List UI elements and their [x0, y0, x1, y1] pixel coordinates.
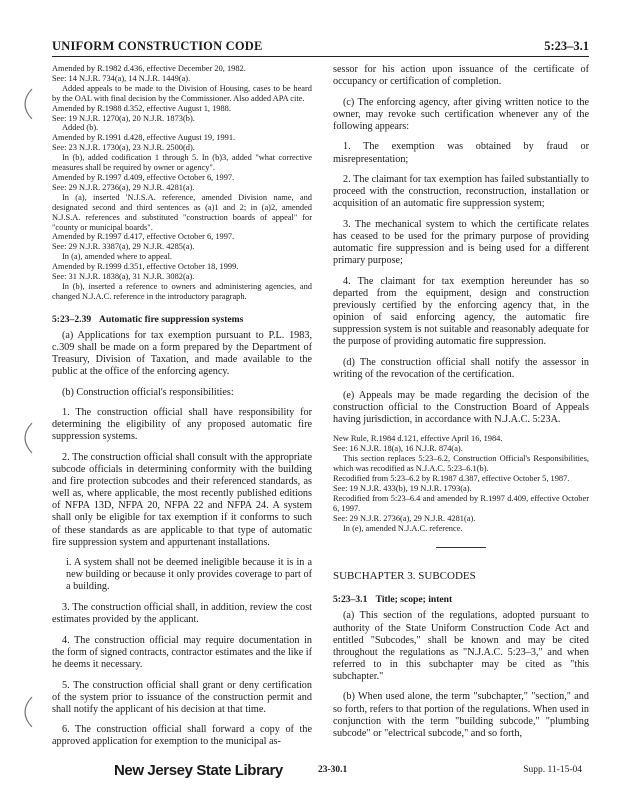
header-title: UNIFORM CONSTRUCTION CODE [52, 39, 263, 53]
supplement-date: Supp. 11-15-04 [523, 765, 582, 775]
running-header [52, 38, 589, 57]
left-history-notes [52, 64, 312, 302]
section-paragraph: 4. The claimant for tax exemption hereunder has so departed from the equipment, design and construction previously certified by the enforcing agency that, in the opinion of said enforcing agency, the automatic fire suppression system is not suitable and reasonably adequate for the purpose of providing automatic fire suppression. [333, 275, 589, 348]
section-31-heading [333, 594, 589, 605]
binder-hole-mark [14, 420, 36, 456]
history-note: Amended by R.1997 d.409, effective October 6, 1997. [52, 172, 235, 182]
history-note: Amended by R.1999 d.351, effective October 18, 1999. [52, 262, 239, 272]
history-note: See: 29 N.J.R. 2736(a), 29 N.J.R. 4281(a). [52, 182, 195, 192]
history-note: Added (b). [62, 123, 99, 133]
section-paragraph: 1. The construction official shall have responsibility for determining the eligibility of any proposed automatic fire suppression systems. [52, 407, 312, 443]
history-note: See: 23 N.J.R. 1730(a), 23 N.J.R. 2500(d). [52, 143, 195, 153]
section-31-title: Title; scope; intent [375, 594, 453, 606]
page-number: 23-30.1 [318, 765, 348, 775]
subchapter-heading: SUBCHAPTER 3. SUBCODES [333, 570, 476, 583]
right-history-notes [333, 434, 589, 533]
history-note: In (a), inserted 'N.J.S.A. reference, amended Division name, and designated second and third sentences as (a)1 and 2; in (a)2, amended N.J.S.A. references and substituted "construction boards of appeal" for "county or municipal boards". [52, 192, 312, 232]
section-31-number: 5:23–3.1 [333, 594, 368, 606]
history-note: See: 29 N.J.R. 2736(a), 29 N.J.R. 4281(a). [333, 513, 476, 523]
history-note: Added appeals to be made to the Division of Housing, cases to be heard by the OAL with final decision by the Commissioner. Also added APA cite. [52, 83, 312, 103]
history-note: In (e), amended N.J.A.C. reference. [343, 523, 463, 533]
section-paragraph: (e) Appeals may be made regarding the decision of the construction official to the Construction Board of Appeals having jurisdiction, in accordance with N.J.A.C. 5:23A. [333, 389, 589, 425]
page-footer [0, 762, 618, 784]
right-column [333, 64, 589, 748]
library-stamp: New Jersey State Library [114, 762, 283, 779]
section-paragraph: i. A system shall not be deemed ineligible because it is in a new building or because it only provides coverage to part of a building. [66, 557, 312, 593]
history-note: See: 19 N.J.R. 433(b), 19 N.J.R. 1793(a). [333, 483, 472, 493]
section-239-heading [52, 314, 312, 325]
section-239-body [52, 330, 312, 749]
header-section-number: 5:23–3.1 [544, 39, 589, 53]
section-paragraph: (a) This section of the regulations, adopted pursuant to authority of the State Uniform Construction Code Act and entitled "Subcodes," shall be known and may be cited throughout the regulations as "N.J.A.C. 5:23–3," and when referred to in this subchapter may be cited as "this subchapter." [333, 610, 589, 682]
section-paragraph: 6. The construction official shall forward a copy of the approved application for exemption to the municipal as- [52, 724, 312, 748]
history-note: See: 31 N.J.R. 1838(a), 31 N.J.R. 3082(a). [52, 272, 195, 282]
section-239-number: 5:23–2.39 [52, 313, 92, 325]
section-paragraph: 2. The construction official shall consult with the appropriate subcode officials in determining conformity with the building and fire protection subcodes and their referenced standards, as well as, where applicable, the most recently published editions of NFPA 13D, NFPA 20, NFPA 22 and NFPA 24. A system shall only be eligible for tax exemption if it conforms to such of these standards as are applicable to that type of automatic fire suppression system and appurtenant installations. [52, 452, 312, 548]
history-note: See: 29 N.J.R. 3387(a), 29 N.J.R. 4285(a). [52, 242, 195, 252]
history-note: See: 19 N.J.R. 1270(a), 20 N.J.R. 1873(b). [52, 113, 195, 123]
section-paragraph: (b) Construction official's responsibilities: [62, 386, 234, 398]
left-column [52, 64, 312, 757]
section-239-continued [333, 64, 589, 426]
history-note: In (b), added codification 1 through 5. In (b)3, added "what corrective measures shall be required by owner or agency". [52, 153, 312, 173]
section-paragraph: 5. The construction official shall grant or deny certification of the system prior to issuance of the construction permit and shall notify the applicant of his decision at that time. [52, 679, 312, 715]
history-note: Recodified from 5:23–6.2 by R.1987 d.387, effective October 5, 1987. [333, 473, 570, 483]
section-paragraph: (d) The construction official shall notify the assessor in writing of the revocation of the certification. [333, 356, 589, 380]
binder-hole-mark [14, 86, 36, 122]
history-note: See: 16 N.J.R. 18(a), 16 N.J.R. 874(a). [333, 444, 463, 454]
history-note: See: 14 N.J.R. 734(a), 14 N.J.R. 1449(a). [52, 73, 191, 83]
history-note: New Rule, R.1984 d.121, effective April 16, 1984. [333, 434, 503, 444]
section-paragraph: 1. The exemption was obtained by fraud or misrepresentation; [333, 141, 589, 165]
section-paragraph: 4. The construction official may require documentation in the form of signed contracts, contractor estimates and the like if he deems it necessary. [52, 634, 312, 670]
section-paragraph: 2. The claimant for tax exemption has failed substantially to proceed with the construction, reconstruction, installation or acquisition of an automatic fire suppression system; [333, 174, 589, 210]
history-note: Amended by R.1997 d.417, effective October 6, 1997. [52, 232, 235, 242]
section-paragraph: (a) Applications for tax exemption pursuant to P.L. 1983, c.309 shall be made on a form prepared by the Department of Treasury, Division of Taxation, and made available to the public at the office of the enforcing agency. [52, 329, 312, 378]
section-paragraph: 3. The construction official shall, in addition, review the cost estimates provided by the applicant. [52, 602, 312, 626]
history-note: In (a), amended where to appeal. [62, 252, 172, 262]
history-note: Amended by R.1982 d.436, effective December 20, 1982. [52, 64, 246, 73]
history-note: In (b), inserted a reference to owners and administering agencies, and changed N.J.A.C. reference in the introductory paragraph. [52, 281, 312, 301]
history-note: Recodified from 5:23–6.4 and amended by R.1997 d.409, effective October 6, 1997. [333, 493, 589, 513]
section-paragraph: (c) The enforcing agency, after giving written notice to the owner, may revoke such certification whenever any of the following appears: [333, 96, 589, 132]
section-31-body [333, 610, 589, 739]
history-note: Amended by R.1991 d.428, effective August 19, 1991. [52, 133, 236, 143]
history-note: This section replaces 5:23–6.2, Construction Official's Responsibilities, which was recodified as N.J.A.C. 5:23–6.1(b). [333, 454, 589, 474]
section-divider [436, 547, 486, 548]
section-paragraph: (b) When used alone, the term "subchapter," "section," and so forth, refers to that portion of the regulations. When used in conjunction with the term "building subcode," "plumbing subcode" or "electrical subcode," and so forth, [333, 691, 589, 739]
section-239-title: Automatic fire suppression systems [99, 313, 244, 325]
history-note: Amended by R.1988 d.352, effective August 1, 1988. [52, 103, 231, 113]
binder-hole-mark [14, 694, 36, 730]
section-paragraph: 3. The mechanical system to which the certificate relates has ceased to be used for the primary purpose of providing automatic fire suppression and is being used for a different primary purpose; [333, 218, 589, 267]
section-paragraph: sessor for his action upon issuance of the certificate of occupancy or certification of completion. [333, 64, 589, 88]
